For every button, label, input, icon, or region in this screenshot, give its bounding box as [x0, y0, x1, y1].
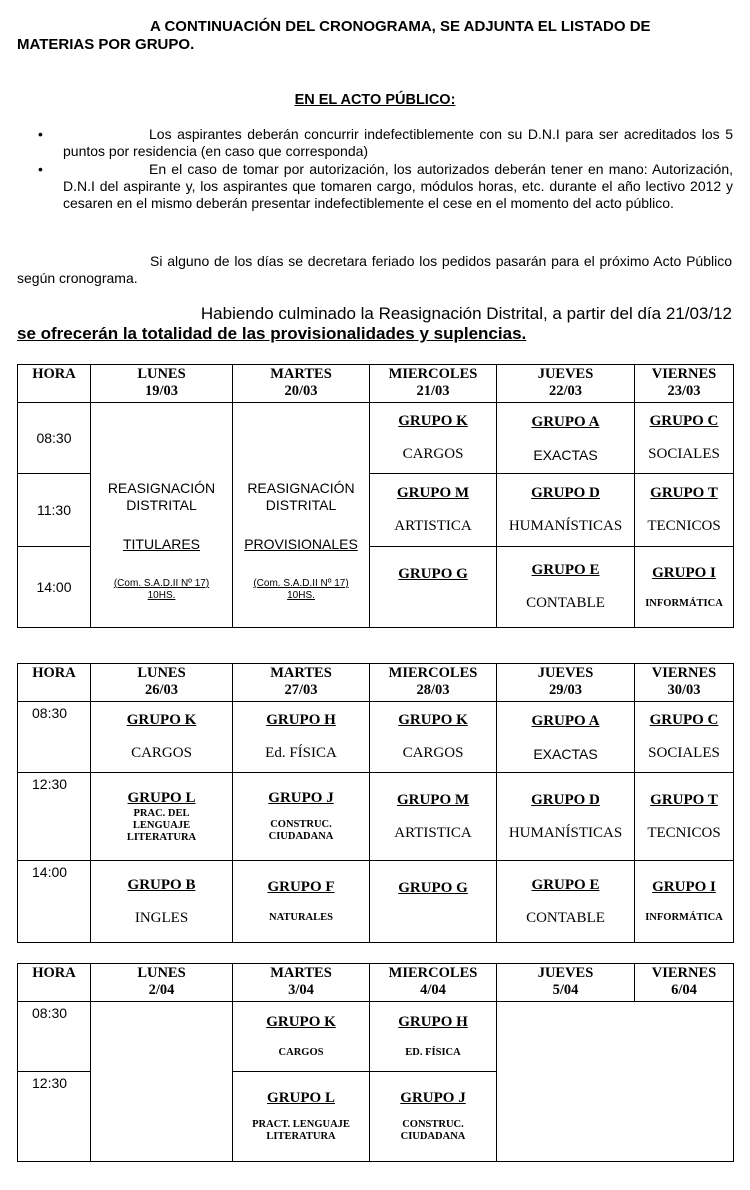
grupo-cell: GRUPO H Ed. FÍSICA [233, 702, 370, 773]
table-header-row [18, 664, 734, 702]
day-header: MIERCOLES 4/04 [370, 964, 497, 1002]
grupo-cell: GRUPO K CARGOS [91, 702, 233, 773]
grupo-cell: GRUPO D HUMANÍSTICAS [497, 773, 635, 861]
schedule-table-1 [17, 364, 734, 628]
day-header: MIERCOLES 28/03 [370, 664, 497, 702]
feriado-text: Si alguno de los días se decretara feriado los pedidos pasarán para el próximo Acto Público según cronograma. [17, 253, 732, 286]
schedule-table-3 [17, 963, 734, 1162]
grupo-cell: GRUPO B INGLES [91, 861, 233, 943]
table-header-row [18, 365, 734, 403]
hour-cell: 08:30 [18, 403, 91, 474]
reasignacion-titulares-cell: REASIGNACIÓN DISTRITAL TITULARES (Com. S.A.D.II Nº 17) 10HS. [91, 403, 233, 628]
day-header: LUNES 2/04 [91, 964, 233, 1002]
day-header: MIERCOLES 21/03 [370, 365, 497, 403]
grupo-cell: GRUPO L PRAC. DEL LENGUAJE LITERATURA [91, 773, 233, 861]
grupo-cell: GRUPO C SOCIALES [635, 403, 734, 474]
day-header: LUNES 19/03 [91, 365, 233, 403]
reasignacion-provisionales-cell: REASIGNACIÓN DISTRITAL PROVISIONALES (Com. S.A.D.II Nº 17) 10HS. [233, 403, 370, 628]
hora-header: HORA [18, 365, 91, 403]
day-header: MARTES 3/04 [233, 964, 370, 1002]
intro-line-2: MATERIAS POR GRUPO. [17, 36, 195, 53]
bullet-1: Los aspirantes deberán concurrir indefectiblemente con su D.N.I para ser acreditados los 5 puntos por residencia (en caso que corresponda) [63, 126, 733, 159]
grupo-cell: GRUPO D HUMANÍSTICAS [497, 474, 635, 547]
grupo-cell: GRUPO K CARGOS [370, 702, 497, 773]
day-header: VIERNES 30/03 [635, 664, 734, 702]
bullet-2: En el caso de tomar por autorización, los autorizados deberán tener en mano: Autorización, D.N.I del aspirante y, los aspirantes que tomaren cargo, módulos horas, etc. durante el año lectivo 2012 y cesaren en el mismo deberán presentar indefectiblemente el cese en el momento del acto público. [63, 161, 733, 211]
day-header: JUEVES 5/04 [497, 964, 635, 1002]
grupo-cell: GRUPO A EXACTAS [497, 403, 635, 474]
grupo-cell: GRUPO E CONTABLE [497, 547, 635, 628]
hour-cell: 14:00 [18, 547, 91, 628]
empty-cell [497, 1002, 734, 1162]
bullet-text-1 [63, 126, 733, 160]
feriado-paragraph [17, 253, 732, 287]
grupo-cell: GRUPO I INFORMÁTICA [635, 861, 734, 943]
day-header: MARTES 20/03 [233, 365, 370, 403]
grupo-cell: GRUPO K CARGOS [370, 403, 497, 474]
table-row [18, 861, 734, 943]
schedule-table-2 [17, 663, 734, 943]
acto-publico-title: EN EL ACTO PÚBLICO: [294, 92, 456, 108]
bullet-text-2 [63, 161, 733, 212]
grupo-cell: GRUPO M ARTISTICA [370, 474, 497, 547]
bullet-icon: • [38, 161, 43, 177]
grupo-cell: GRUPO C SOCIALES [635, 702, 734, 773]
hora-header: HORA [18, 664, 91, 702]
grupo-cell: GRUPO L PRACT. LENGUAJE LITERATURA [233, 1072, 370, 1162]
hora-header: HORA [18, 964, 91, 1002]
day-header: JUEVES 22/03 [497, 365, 635, 403]
table-row [18, 702, 734, 773]
grupo-cell: GRUPO J CONSTRUC. CIUDADANA [233, 773, 370, 861]
habiendo-line-2: se ofrecerán la totalidad de las provisionalidades y suplencias. [17, 324, 527, 343]
table-row [18, 1002, 734, 1072]
day-header: JUEVES 29/03 [497, 664, 635, 702]
table-row [18, 773, 734, 861]
intro-paragraph [17, 18, 732, 54]
table-row [18, 403, 734, 474]
grupo-cell: GRUPO T TECNICOS [635, 474, 734, 547]
grupo-cell: GRUPO T TECNICOS [635, 773, 734, 861]
habiendo-line-1: Habiendo culminado la Reasignación Distrital, a partir del día 21/03/12 [200, 304, 732, 323]
grupo-cell: GRUPO H ED. FÍSICA [370, 1002, 497, 1072]
table-header-row [18, 964, 734, 1002]
grupo-cell: GRUPO I INFORMÁTICA [635, 547, 734, 628]
hour-cell: 14:00 [18, 861, 91, 943]
day-header: LUNES 26/03 [91, 664, 233, 702]
grupo-cell: GRUPO K CARGOS [233, 1002, 370, 1072]
intro-line-1: A CONTINUACIÓN DEL CRONOGRAMA, SE ADJUNTA EL LISTADO DE [150, 18, 651, 35]
bullet-icon: • [38, 126, 43, 142]
hour-cell: 12:30 [18, 773, 91, 861]
hour-cell: 08:30 [18, 702, 91, 773]
grupo-cell: GRUPO G [370, 861, 497, 943]
habiendo-paragraph [17, 304, 732, 344]
grupo-cell: GRUPO G [370, 547, 497, 628]
hour-cell: 08:30 [18, 1002, 91, 1072]
grupo-cell: GRUPO E CONTABLE [497, 861, 635, 943]
grupo-cell: GRUPO F NATURALES [233, 861, 370, 943]
grupo-cell: GRUPO A EXACTAS [497, 702, 635, 773]
day-header: VIERNES 23/03 [635, 365, 734, 403]
grupo-cell: GRUPO J CONSTRUC. CIUDADANA [370, 1072, 497, 1162]
hour-cell: 12:30 [18, 1072, 91, 1162]
hour-cell: 11:30 [18, 474, 91, 547]
day-header: VIERNES 6/04 [635, 964, 734, 1002]
empty-cell [91, 1002, 233, 1162]
day-header: MARTES 27/03 [233, 664, 370, 702]
grupo-cell: GRUPO M ARTISTICA [370, 773, 497, 861]
